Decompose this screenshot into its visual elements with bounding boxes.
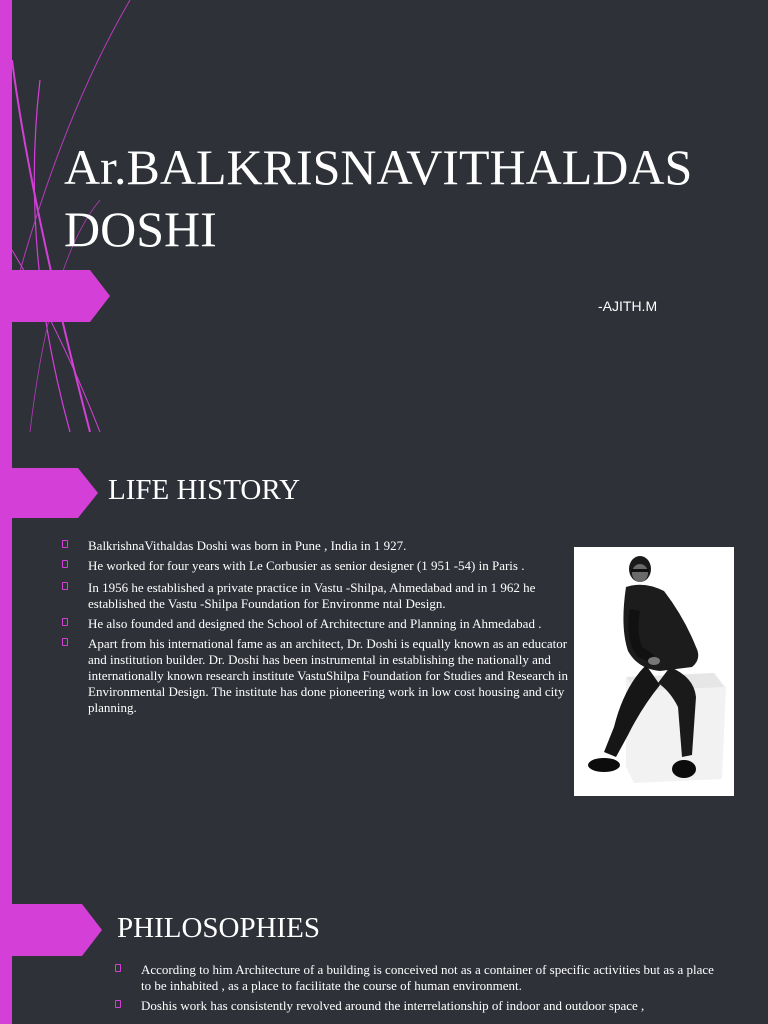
list-item: He worked for four years with Le Corbusier as senior designer (1 951 -54) in Paris . [62,558,572,574]
section-heading: PHILOSOPHIES [117,912,321,944]
bullet-icon [62,560,68,568]
bullet-icon [115,1000,121,1008]
list-item: In 1956 he established a private practice in Vastu -Shilpa, Ahmedabad and in 1 962 he established the Vastu -Shilpa Foundation for Environme ntal Design. [62,580,572,612]
bullet-icon [62,582,68,590]
portrait-photo [574,547,734,796]
list-item: He also founded and designed the School of Architecture and Planning in Ahmedabad . [62,616,572,632]
list-item: According to him Architecture of a building is conceived not as a container of specific activities but as a place to be inhabited , as a place to facilitate the course of human environment. [115,962,715,994]
life-history-slide [0,432,768,864]
bullet-icon [115,964,121,972]
list-item: Apart from his international fame as an architect, Dr. Doshi is equally known as an educator and institution builder. Dr. Doshi has been instrumental in establishing the nationally and internationally known research institute VastuShilpa Foundation for Studies and Research in Environmental Design. The institute has done pioneering work in low cost housing and city planning. [62,636,572,716]
arrow-tab [0,468,100,518]
bullet-list [62,538,572,720]
bullet-list [115,962,715,1018]
arrow-tab [0,270,112,322]
arrow-tab [0,904,104,956]
philosophies-slide [0,864,768,1024]
list-item: Doshis work has consistently revolved around the interrelationship of indoor and outdoor space , [115,998,715,1014]
section-heading: LIFE HISTORY [108,474,301,506]
title-slide [0,0,768,432]
list-item: BalkrishnaVithaldas Doshi was born in Pune , India in 1 927. [62,538,572,554]
bullet-icon [62,540,68,548]
bullet-icon [62,638,68,646]
slide-title: Ar.BALKRISNAVITHALDAS DOSHI [64,139,693,257]
author-name: -AJITH.M [598,298,658,314]
bullet-icon [62,618,68,626]
